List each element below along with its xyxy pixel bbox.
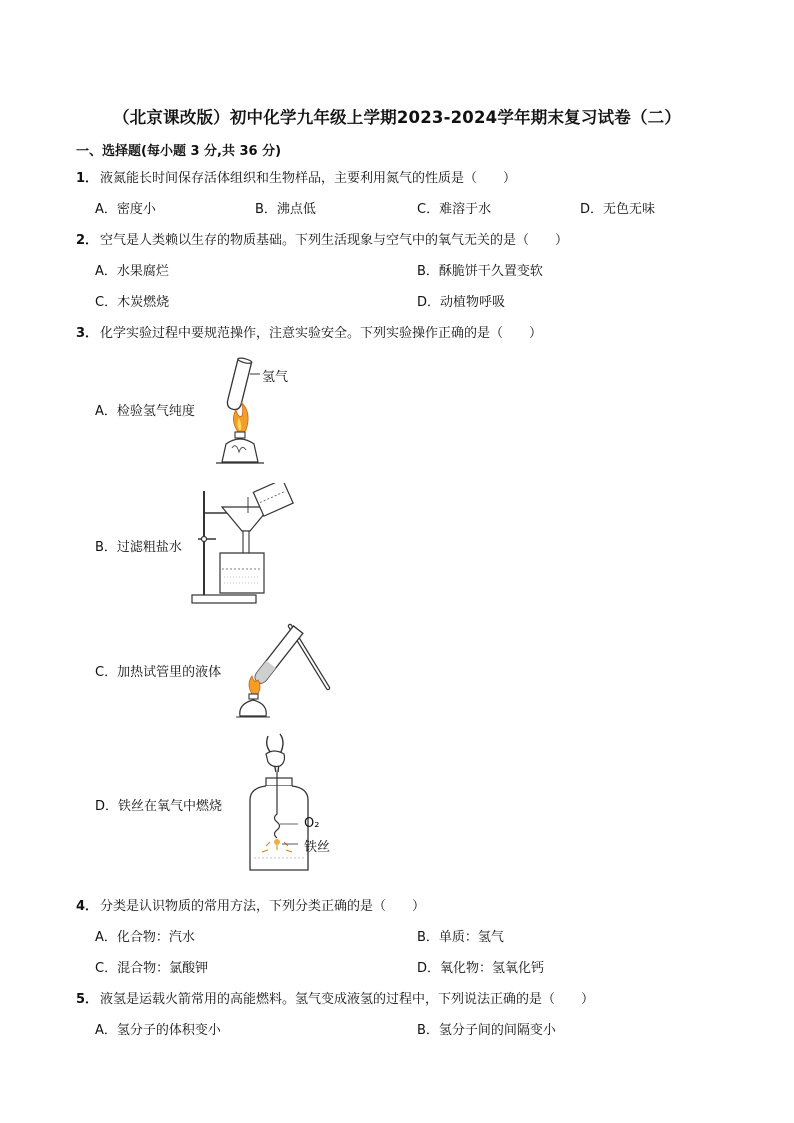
option-2d: D．动植物呼吸 xyxy=(417,295,506,310)
heating-test-tube-figure xyxy=(232,618,336,722)
section-heading: 一、选择题(每小题 3 分,共 36 分) xyxy=(76,144,282,159)
question-5 xyxy=(76,988,594,1007)
option-3a: A．检验氢气纯度 xyxy=(95,404,195,419)
option-2a: A．水果腐烂 xyxy=(95,264,169,279)
option-1c: C．难溶于水 xyxy=(417,202,492,217)
option-2b: B．酥脆饼干久置变软 xyxy=(417,264,543,279)
question-3 xyxy=(76,322,542,341)
question-number: 4． xyxy=(76,899,99,914)
hydrogen-label: 氢气 xyxy=(262,370,289,385)
option-4c: C．混合物：氯酸钾 xyxy=(95,961,209,976)
test-tube-icon xyxy=(253,626,303,685)
question-text: 分类是认识物质的常用方法，下列分类正确的是（ ） xyxy=(100,899,426,914)
option-1b: B．沸点低 xyxy=(255,202,316,217)
question-number: 3． xyxy=(76,326,99,341)
question-number: 1． xyxy=(76,171,99,186)
beaker-icon xyxy=(220,553,264,593)
oxygen-label: O₂ xyxy=(304,816,320,831)
option-3d: D．铁丝在氧气中燃烧 xyxy=(95,799,223,814)
option-1d: D．无色无味 xyxy=(580,202,656,217)
alcohol-lamp-icon xyxy=(216,432,264,463)
option-4d: D．氧化物：氢氧化钙 xyxy=(417,961,545,976)
option-3b: B．过滤粗盐水 xyxy=(95,540,182,555)
filtration-figure xyxy=(188,483,298,608)
iron-wire-label: 铁丝 xyxy=(304,840,331,855)
question-text: 化学实验过程中要规范操作，注意实验安全。下列实验操作正确的是（ ） xyxy=(100,326,543,341)
question-number: 5． xyxy=(76,992,99,1007)
option-5b: B．氢分子间的间隔变小 xyxy=(417,1023,556,1038)
option-2c: C．木炭燃烧 xyxy=(95,295,170,310)
page-title: （北京课改版）初中化学九年级上学期2023-2024学年期末复习试卷（二） xyxy=(112,108,682,127)
option-5a: A．氢分子的体积变小 xyxy=(95,1023,221,1038)
question-1 xyxy=(76,167,516,186)
alcohol-lamp-icon xyxy=(236,694,270,717)
question-text: 空气是人类赖以生存的物质基础。下列生活现象与空气中的氧气无关的是（ ） xyxy=(100,233,569,248)
test-tube-icon xyxy=(226,357,252,411)
hydrogen-purity-test-figure xyxy=(208,352,308,467)
option-4b: B．单质：氢气 xyxy=(417,930,504,945)
option-1a: A．密度小 xyxy=(95,202,156,217)
question-text: 液氢是运载火箭常用的高能燃料。氢气变成液氢的过程中，下列说法正确的是（ ） xyxy=(100,992,595,1007)
option-4a: A．化合物：汽水 xyxy=(95,930,195,945)
question-4 xyxy=(76,895,425,914)
question-text: 液氮能长时间保存活体组织和生物样品，主要利用氮气的性质是（ ） xyxy=(100,171,517,186)
question-2 xyxy=(76,229,568,248)
question-number: 2． xyxy=(76,233,99,248)
option-3c: C．加热试管里的液体 xyxy=(95,665,222,680)
